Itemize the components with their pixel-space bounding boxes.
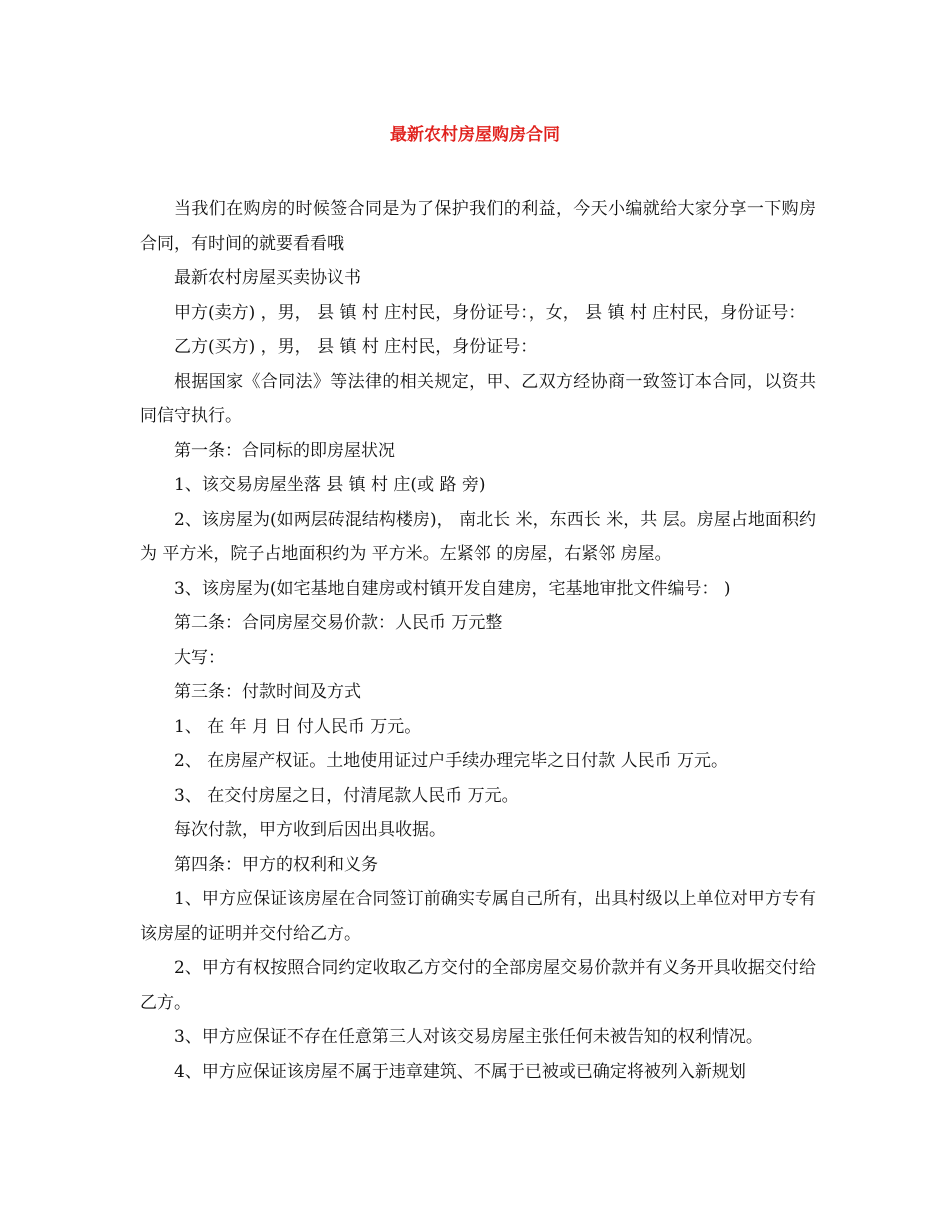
paragraph-article-2-heading: 第二条：合同房屋交易价款：人民币 万元整: [174, 613, 503, 633]
document-title: 最新农村房屋购房合同: [390, 125, 560, 145]
paragraph-article-4-item-3: 3、甲方应保证不存在任意第三人对该交易房屋主张任何未被告知的权利情况。: [174, 1027, 763, 1047]
paragraph-article-4-item-1: 1、甲方应保证该房屋在合同签订前确实专属自己所有，出具村级以上单位对甲方专有该房屋的证明并交付给乙方。: [140, 889, 816, 944]
paragraph-article-3-item-2: 2、 在房屋产权证。土地使用证过户手续办理完毕之日付款 人民币 万元。: [174, 751, 729, 771]
paragraph-article-1-heading: 第一条：合同标的即房屋状况: [174, 440, 395, 461]
paragraph-receipt-note: 每次付款，甲方收到后因出具收据。: [174, 820, 446, 840]
paragraph-article-4-heading: 第四条：甲方的权利和义务: [174, 854, 378, 875]
paragraph-agreement-title: 最新农村房屋买卖协议书: [174, 268, 361, 288]
paragraph-article-1-item-2: 2、该房屋为(如两层砖混结构楼房)， 南北长 米，东西长 米，共 层。房屋占地面积约为 平方米，院子占地面积约为 平方米。左紧邻 的房屋，右紧邻 房屋。: [140, 509, 816, 564]
paragraph-article-3-item-1: 1、 在 年 月 日 付人民币 万元。: [174, 716, 422, 737]
paragraph-article-3-heading: 第三条：付款时间及方式: [174, 682, 361, 702]
paragraph-legal-basis: 根据国家《合同法》等法律的相关规定，甲、乙双方经协商一致签订本合同，以资共同信守执行。: [140, 371, 816, 426]
paragraph-article-4-item-2: 2、甲方有权按照合同约定收取乙方交付的全部房屋交易价款并有义务开具收据交付给乙方。: [140, 958, 816, 1013]
paragraph-capital-amount: 大写：: [174, 647, 225, 668]
paragraph-party-b: 乙方(买方) ，男， 县 镇 村 庄村民，身份证号：: [174, 337, 538, 357]
paragraph-article-1-item-3: 3、该房屋为(如宅基地自建房或村镇开发自建房，宅基地审批文件编号： ): [174, 578, 731, 599]
paragraph-article-4-item-4: 4、甲方应保证该房屋不属于违章建筑、不属于已被或已确定将被列入新规划: [174, 1061, 746, 1082]
paragraph-party-a: 甲方(卖方) ，男， 县 镇 村 庄村民，身份证号：，女， 县 镇 村 庄村民，身份证号：: [174, 302, 806, 323]
document-body: [140, 192, 816, 1089]
paragraph-article-3-item-3: 3、 在交付房屋之日，付清尾款人民币 万元。: [174, 785, 519, 806]
paragraph-article-1-item-1: 1、该交易房屋坐落 县 镇 村 庄(或 路 旁): [174, 475, 486, 495]
paragraph-intro: 当我们在购房的时候签合同是为了保护我们的利益，今天小编就给大家分享一下购房合同，有时间的就要看看哦: [140, 199, 816, 254]
